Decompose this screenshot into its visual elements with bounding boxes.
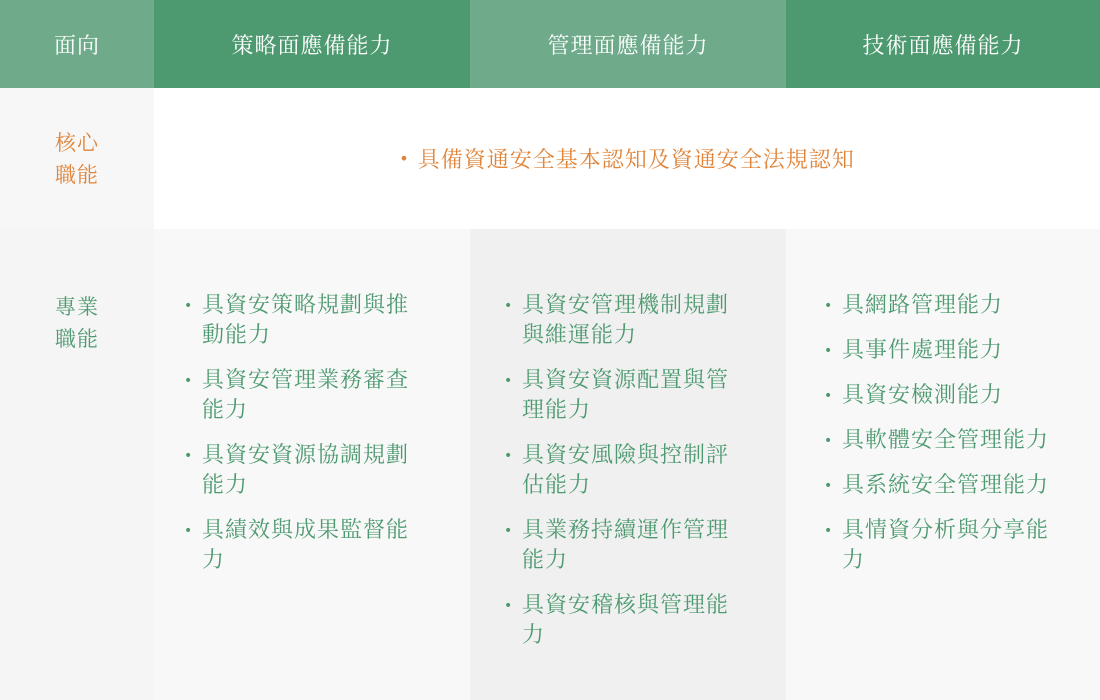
list-item-text: 具資安稽核與管理能力 [522, 593, 730, 648]
list-item-text: 具業務持續運作管理能力 [522, 518, 730, 573]
professional-competency-label [0, 229, 154, 700]
strategy-column [154, 229, 470, 700]
list-item [824, 471, 1100, 501]
technical-column [786, 229, 1100, 700]
list-item [824, 291, 1100, 321]
bullet-icon: • [824, 523, 834, 539]
list-item [184, 441, 470, 501]
list-item [184, 291, 470, 351]
bullet-icon: • [824, 478, 834, 494]
list-item [184, 516, 470, 576]
list-item [504, 366, 786, 426]
bullet-icon: • [184, 298, 194, 314]
bullet-icon: • [504, 523, 514, 539]
list-item-text: 具資安管理機制規劃與維運能力 [522, 293, 730, 348]
header-strategy: 策略面應備能力 [154, 0, 470, 88]
list-item [824, 426, 1100, 456]
bullet-icon: • [504, 298, 514, 314]
list-item [504, 441, 786, 501]
bullet-icon: • [184, 373, 194, 389]
list-item [824, 336, 1100, 366]
list-item [824, 381, 1100, 411]
management-column [470, 229, 786, 700]
professional-label-line1: 專業 [55, 295, 99, 319]
list-item [184, 366, 470, 426]
list-item-text: 具情資分析與分享能力 [842, 518, 1050, 573]
list-item-text: 具事件處理能力 [842, 338, 1004, 363]
core-competency-text: 具備資通安全基本認知及資通安全法規認知 [417, 148, 855, 173]
list-item-text: 具網路管理能力 [842, 293, 1004, 318]
core-competency-label [0, 88, 154, 229]
management-list [504, 291, 786, 651]
list-item [504, 291, 786, 351]
bullet-icon: • [504, 448, 514, 464]
bullet-icon: • [824, 343, 834, 359]
bullet-icon: • [824, 298, 834, 314]
bullet-icon: • [504, 373, 514, 389]
header-management: 管理面應備能力 [470, 0, 786, 88]
list-item-text: 具資安檢測能力 [842, 383, 1004, 408]
list-item-text: 具資安策略規劃與推動能力 [202, 293, 410, 348]
list-item-text: 具資安資源配置與管理能力 [522, 368, 730, 423]
professional-label-line2: 職能 [55, 327, 99, 351]
bullet-icon: • [399, 149, 410, 168]
core-competency-content [154, 88, 1100, 229]
strategy-list [184, 291, 470, 576]
list-item-text: 具軟體安全管理能力 [842, 428, 1050, 453]
bullet-icon: • [824, 388, 834, 404]
list-item [824, 516, 1100, 576]
list-item-text: 具資安資源協調規劃能力 [202, 443, 410, 498]
core-label-line1: 核心 [55, 130, 99, 155]
header-facet: 面向 [0, 0, 154, 88]
bullet-icon: • [504, 598, 514, 614]
list-item-text: 具資安風險與控制評估能力 [522, 443, 730, 498]
bullet-icon: • [184, 523, 194, 539]
technical-list [824, 291, 1100, 576]
list-item-text: 具系統安全管理能力 [842, 473, 1050, 498]
list-item-text: 具績效與成果監督能力 [202, 518, 410, 573]
header-technical: 技術面應備能力 [786, 0, 1100, 88]
core-label-line2: 職能 [55, 162, 99, 187]
list-item-text: 具資安管理業務審查能力 [202, 368, 410, 423]
bullet-icon: • [184, 448, 194, 464]
bullet-icon: • [824, 433, 834, 449]
list-item [504, 516, 786, 576]
list-item [504, 591, 786, 651]
